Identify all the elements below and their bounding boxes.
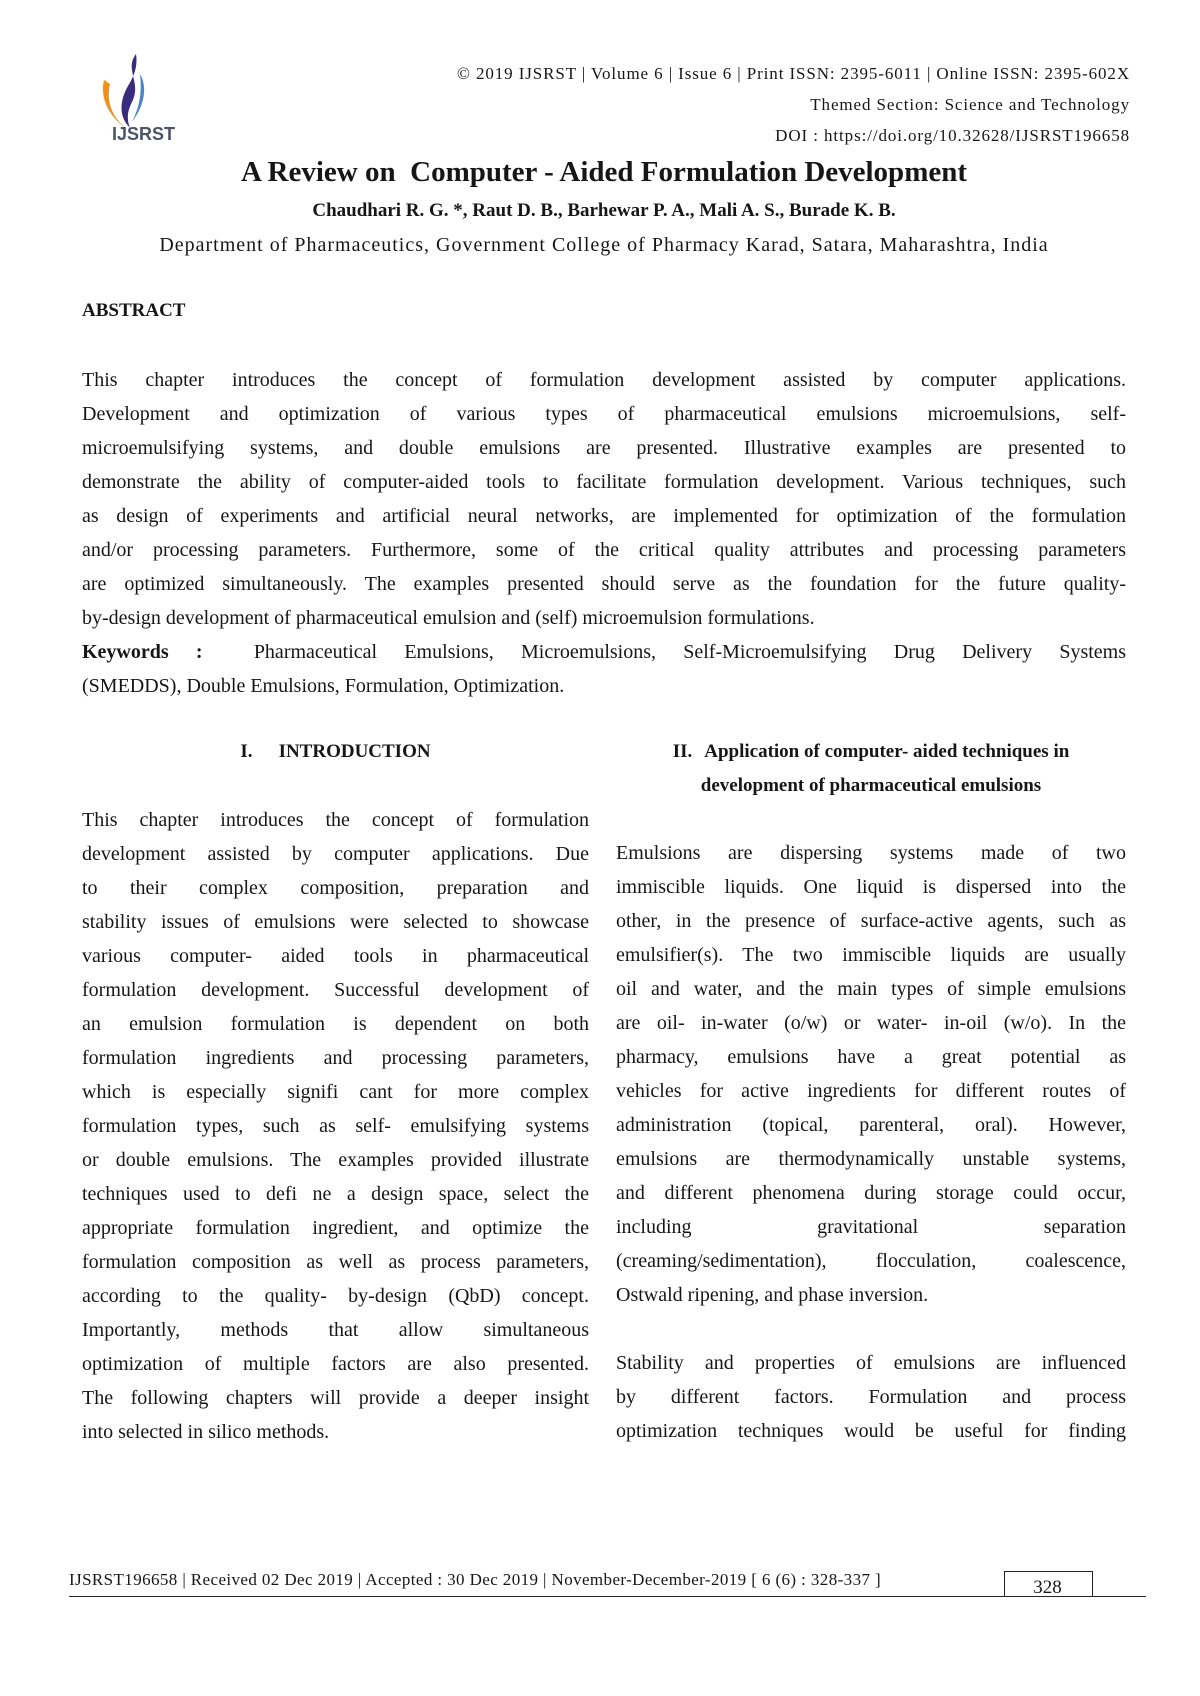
paragraph-gap — [616, 1312, 1126, 1346]
text-line: Emulsions are dispersing systems made of two — [616, 842, 1126, 864]
text-line: immiscible liquids. One liquid is dispersed into the — [616, 876, 1126, 898]
doi-link[interactable]: https://doi.org/10.32628/IJSRST196658 — [824, 126, 1130, 145]
keywords-block — [82, 635, 1126, 703]
text-line: according to the quality- by-design (QbD) concept. — [82, 1285, 589, 1307]
keywords-line — [82, 635, 1126, 669]
introduction-body — [82, 803, 589, 1449]
author-list: Chaudhari R. G. *, Raut D. B., Barhewar P. A., Mali A. S., Burade K. B. — [312, 200, 896, 221]
text-line: (creaming/sedimentation), flocculation, coalescence, — [616, 1250, 1126, 1272]
text-line: formulation types, such as self- emulsifying systems — [82, 1115, 589, 1137]
text-line: demonstrate the ability of computer-aided tools to facilitate formulation development. Various techniques, such — [82, 471, 1126, 493]
text-line: which is especially signifi cant for more complex — [82, 1081, 589, 1103]
logo-text: IJSRST — [112, 124, 176, 144]
text-line: development assisted by computer applications. Due — [82, 843, 589, 865]
text-line: Ostwald ripening, and phase inversion. — [616, 1284, 929, 1306]
text-line: This chapter introduces the concept of formulation — [82, 809, 589, 831]
paragraph — [616, 1346, 1126, 1448]
text-line: techniques used to defi ne a design space, select the — [82, 1183, 589, 1205]
themed-section-line: Themed Section: Science and Technology — [810, 95, 1130, 114]
keywords-line: (SMEDDS), Double Emulsions, Formulation, Optimization. — [82, 675, 565, 697]
text-line: are optimized simultaneously. The examples presented should serve as the foundation for the future quality- — [82, 573, 1126, 595]
text-line: This chapter introduces the concept of formulation development assisted by computer applications. — [82, 369, 1126, 391]
text-line: and different phenomena during storage could occur, — [616, 1182, 1126, 1204]
text-line: into selected in silico methods. — [82, 1421, 330, 1443]
doi-line — [457, 120, 1130, 151]
text-line: formulation composition as well as process parameters, — [82, 1251, 589, 1273]
page-number: 328 — [1033, 1577, 1062, 1598]
section-heading-introduction — [82, 735, 589, 769]
text-line: administration (topical, parenteral, oral). However, — [616, 1114, 1126, 1136]
keywords-text: Pharmaceutical Emulsions, Microemulsions, Self-Microemulsifying Drug Delivery Systems — [253, 641, 1126, 663]
text-line: formulation ingredients and processing parameters, — [82, 1047, 589, 1069]
text-line: by different factors. Formulation and process — [616, 1386, 1126, 1408]
application-body — [616, 836, 1126, 1448]
abstract-body — [82, 363, 1126, 635]
text-line: Stability and properties of emulsions are influenced — [616, 1352, 1126, 1374]
text-line: by-design development of pharmaceutical emulsion and (self) microemulsion formulations. — [82, 607, 815, 629]
text-line: Development and optimization of various types of pharmaceutical emulsions microemulsions, self- — [82, 403, 1126, 425]
text-line: formulation development. Successful development of — [82, 979, 589, 1001]
text-line: optimization techniques would be useful for finding — [616, 1420, 1126, 1442]
text-line: emulsifier(s). The two immiscible liquids are usually — [616, 944, 1126, 966]
text-line: Importantly, methods that allow simultaneous — [82, 1319, 589, 1341]
footer-rule — [69, 1596, 1146, 1597]
text-line: and/or processing parameters. Furthermore, some of the critical quality attributes and processing parameters — [82, 539, 1126, 561]
text-line: microemulsifying systems, and double emulsions are presented. Illustrative examples are presented to — [82, 437, 1126, 459]
text-line: other, in the presence of surface-active agents, such as — [616, 910, 1126, 932]
section-title: Application of computer- aided techniques in — [704, 741, 1070, 762]
section-number: I. — [240, 741, 253, 762]
section-number: II. — [672, 741, 693, 762]
text-line: emulsions are thermodynamically unstable systems, — [616, 1148, 1126, 1170]
text-line: to their complex composition, preparation and — [82, 877, 589, 899]
text-line: are oil- in-water (o/w) or water- in-oil (w/o). In the — [616, 1012, 1126, 1034]
paper-title: A Review on Computer - Aided Formulation Development — [240, 156, 968, 188]
section-heading-application — [616, 735, 1126, 803]
text-line: as design of experiments and artificial neural networks, are implemented for optimization of the formulation — [82, 505, 1126, 527]
keywords-label: Keywords : — [82, 641, 203, 663]
section-title: INTRODUCTION — [278, 741, 431, 762]
abstract-heading: ABSTRACT — [82, 300, 186, 321]
text-line: optimization of multiple factors are also presented. — [82, 1353, 589, 1375]
text-line: an emulsion formulation is dependent on both — [82, 1013, 589, 1035]
text-line: various computer- aided tools in pharmaceutical — [82, 945, 589, 967]
logo-flame-shape — [122, 54, 137, 128]
author-affiliation: Department of Pharmaceutics, Government College of Pharmacy Karad, Satara, Maharashtra, India — [159, 234, 1049, 256]
paragraph — [616, 836, 1126, 1312]
journal-info-line: © 2019 IJSRST | Volume 6 | Issue 6 | Print ISSN: 2395-6011 | Online ISSN: 2395-602X — [457, 64, 1130, 83]
section-title-line: development of pharmaceutical emulsions — [700, 775, 1042, 796]
text-line: stability issues of emulsions were selected to showcase — [82, 911, 589, 933]
text-line: vehicles for active ingredients for different routes of — [616, 1080, 1126, 1102]
ijsrst-logo — [100, 52, 196, 144]
text-line: pharmacy, emulsions have a great potential as — [616, 1046, 1126, 1068]
section-title-line — [616, 735, 1126, 769]
text-line: or double emulsions. The examples provided illustrate — [82, 1149, 589, 1171]
text-line: oil and water, and the main types of simple emulsions — [616, 978, 1126, 1000]
doi-label: DOI : — [775, 126, 819, 145]
footer-citation: IJSRST196658 | Received 02 Dec 2019 | Accepted : 30 Dec 2019 | November-December-2019 [ 6 (6) : 328-337 ] — [69, 1570, 882, 1589]
text-line: including gravitational separation — [616, 1216, 1126, 1238]
text-line: The following chapters will provide a deeper insight — [82, 1387, 589, 1409]
text-line: appropriate formulation ingredient, and optimize the — [82, 1217, 589, 1239]
journal-header — [457, 58, 1130, 151]
